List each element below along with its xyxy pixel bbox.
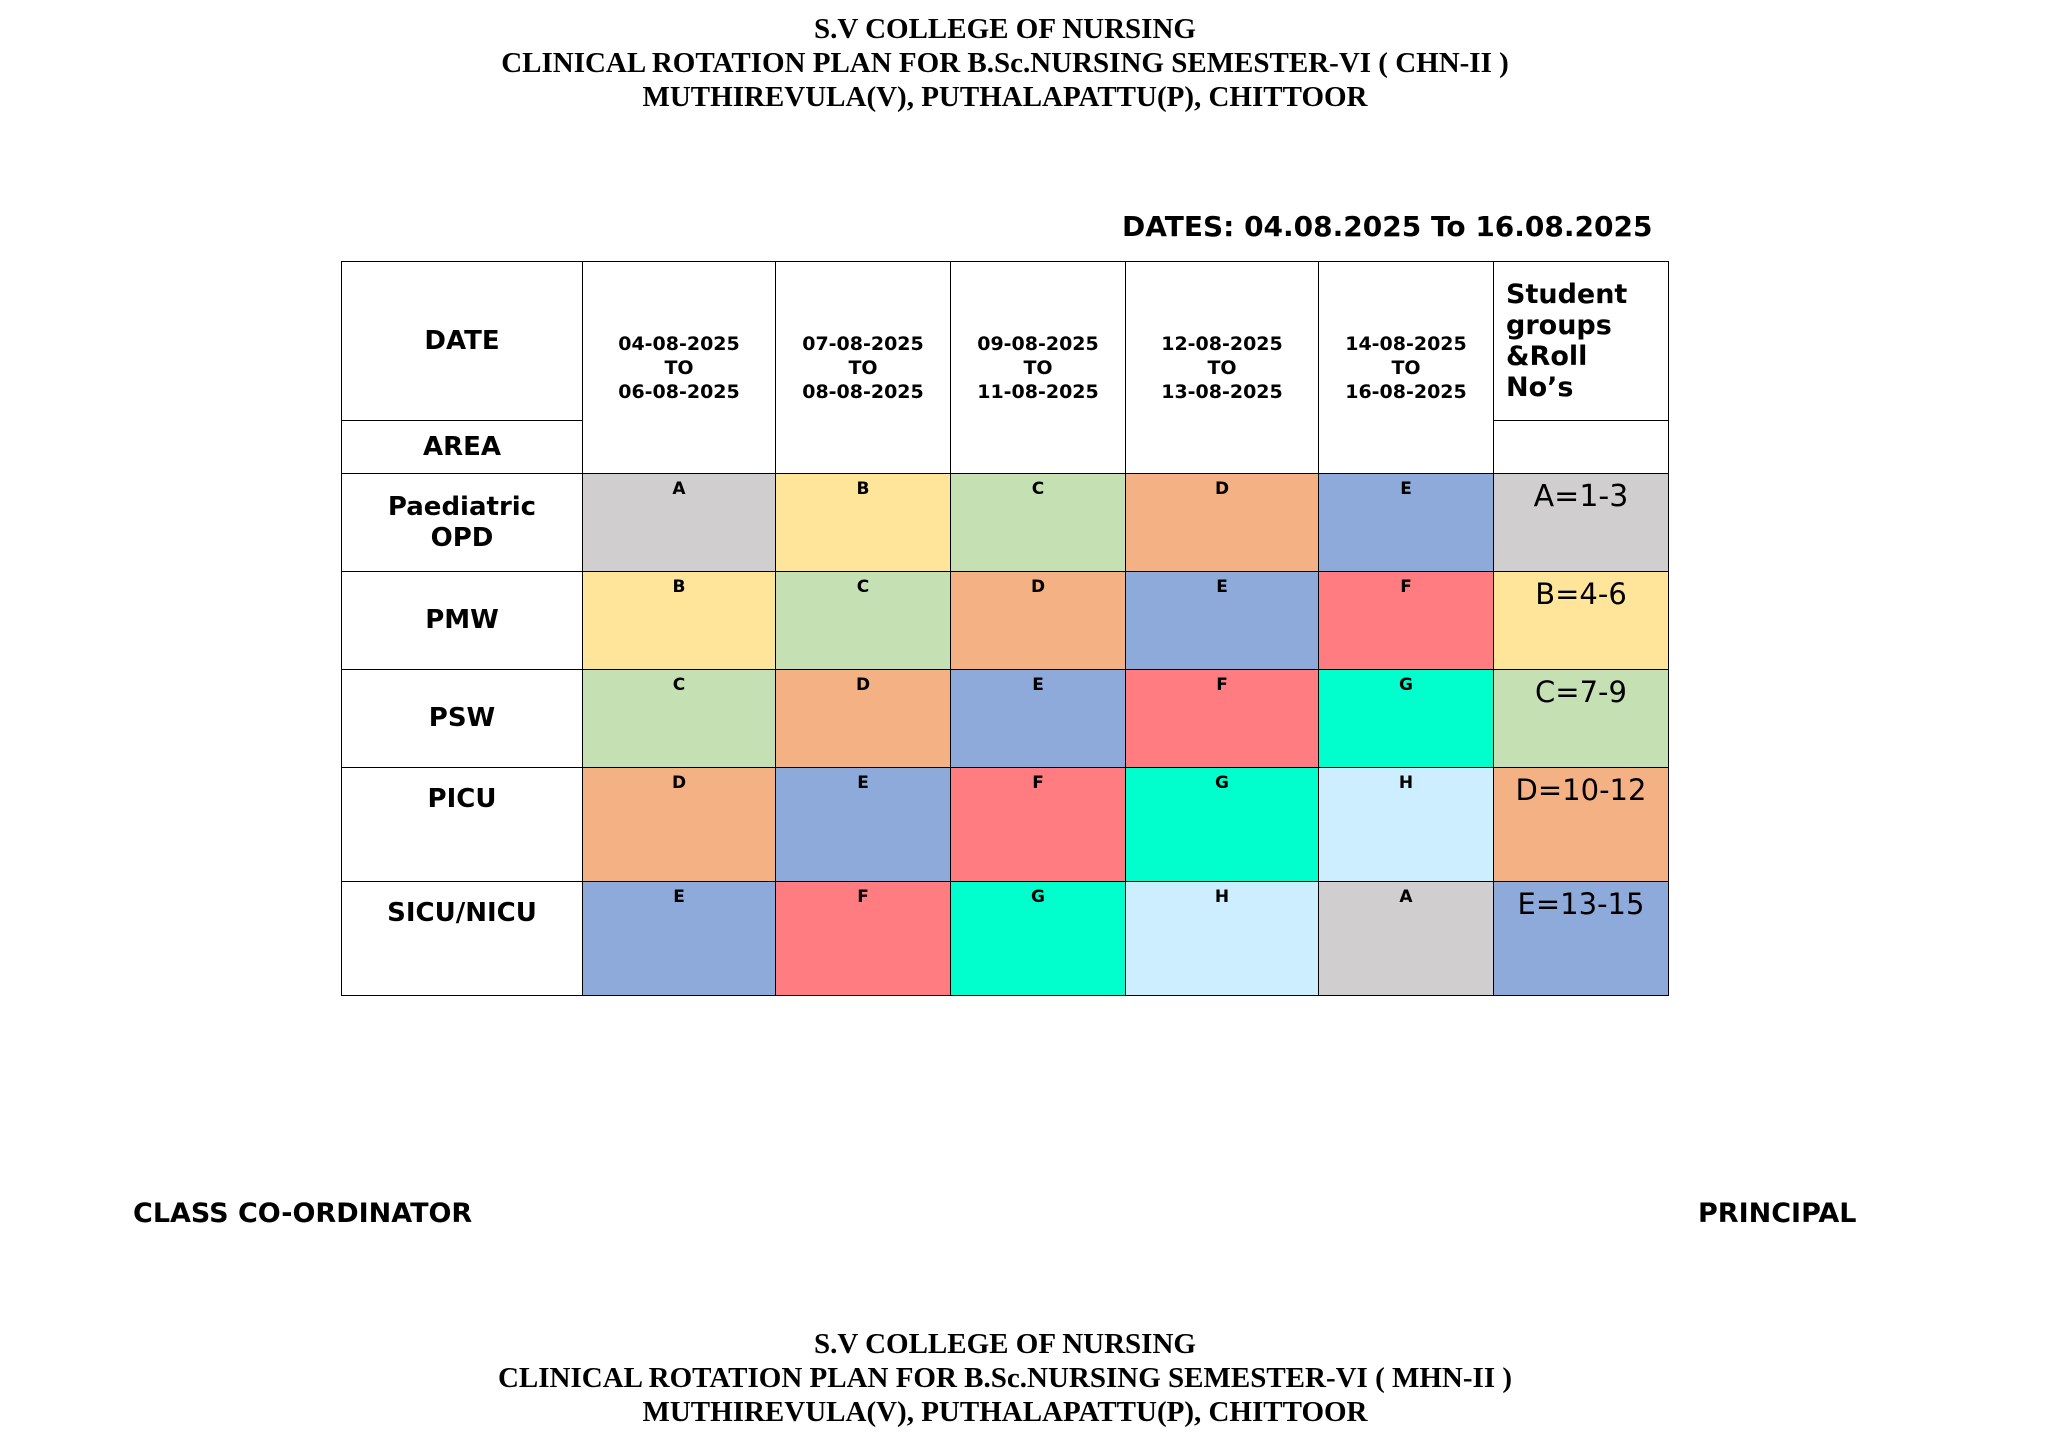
area-cell: [342, 670, 583, 768]
document-header-next: [0, 1327, 2010, 1429]
period-header: [583, 262, 776, 474]
students-header-line: &Roll: [1506, 341, 1588, 372]
area-name: PICU: [427, 784, 497, 814]
area-name: OPD: [430, 522, 494, 553]
class-coordinator-signature: CLASS CO-ORDINATOR: [133, 1198, 473, 1229]
table-row: [342, 882, 1669, 996]
area-name: PSW: [428, 703, 496, 733]
area-name: SICU/NICU: [387, 898, 537, 928]
group-cell: E: [583, 882, 776, 996]
period-to-word: TO: [1391, 356, 1421, 379]
group-cell: C: [776, 572, 951, 670]
period-to: 13-08-2025: [1161, 380, 1283, 403]
students-header-line: groups: [1506, 310, 1612, 341]
group-cell: G: [1319, 670, 1494, 768]
area-cell: [342, 768, 583, 882]
area-cell: [342, 882, 583, 996]
group-cell: B: [583, 572, 776, 670]
group-cell: G: [1126, 768, 1319, 882]
roll-cell: C=7-9: [1494, 670, 1669, 768]
period-to: 16-08-2025: [1345, 380, 1467, 403]
group-cell: E: [1126, 572, 1319, 670]
period-from: 14-08-2025: [1345, 332, 1467, 355]
students-header-line: Student: [1506, 279, 1628, 310]
group-cell: E: [776, 768, 951, 882]
rotation-table: [341, 261, 1669, 996]
area-cell: [342, 474, 583, 572]
group-cell: F: [1126, 670, 1319, 768]
college-address: MUTHIREVULA(V), PUTHALAPATTU(P), CHITTOOR: [642, 1396, 1368, 1428]
period-from: 12-08-2025: [1161, 332, 1283, 355]
college-name: S.V COLLEGE OF NURSING: [814, 13, 1196, 45]
document-header: [0, 12, 2010, 114]
period-to-word: TO: [848, 356, 878, 379]
college-name: S.V COLLEGE OF NURSING: [814, 1328, 1196, 1360]
period-from: 07-08-2025: [802, 332, 924, 355]
group-cell: D: [951, 572, 1126, 670]
group-cell: B: [776, 474, 951, 572]
group-cell: G: [951, 882, 1126, 996]
area-name: Paediatric: [387, 491, 537, 522]
students-header-blank: [1494, 421, 1669, 474]
group-cell: F: [1319, 572, 1494, 670]
period-from: 04-08-2025: [618, 332, 740, 355]
area-cell: [342, 572, 583, 670]
group-cell: C: [951, 474, 1126, 572]
roll-cell: A=1-3: [1494, 474, 1669, 572]
college-address: MUTHIREVULA(V), PUTHALAPATTU(P), CHITTOOR: [642, 81, 1368, 113]
period-to: 11-08-2025: [977, 380, 1099, 403]
period-to: 06-08-2025: [618, 380, 740, 403]
group-cell: F: [951, 768, 1126, 882]
period-to-word: TO: [664, 356, 694, 379]
area-header: AREA: [342, 421, 583, 474]
period-header: [1319, 262, 1494, 474]
dates-range: DATES: 04.08.2025 To 16.08.2025: [1122, 210, 1653, 243]
period-to-word: TO: [1023, 356, 1053, 379]
period-header: [951, 262, 1126, 474]
period-header: [776, 262, 951, 474]
group-cell: C: [583, 670, 776, 768]
plan-title: CLINICAL ROTATION PLAN FOR B.Sc.NURSING SEMESTER-VI ( CHN-II ): [501, 47, 1509, 79]
date-header: DATE: [342, 262, 583, 421]
group-cell: A: [583, 474, 776, 572]
group-cell: D: [583, 768, 776, 882]
roll-cell: E=13-15: [1494, 882, 1669, 996]
period-to-word: TO: [1207, 356, 1237, 379]
group-cell: F: [776, 882, 951, 996]
students-header: [1494, 262, 1669, 421]
group-cell: E: [1319, 474, 1494, 572]
group-cell: A: [1319, 882, 1494, 996]
group-cell: E: [951, 670, 1126, 768]
roll-cell: B=4-6: [1494, 572, 1669, 670]
table-row: [342, 474, 1669, 572]
group-cell: D: [776, 670, 951, 768]
plan-title: CLINICAL ROTATION PLAN FOR B.Sc.NURSING SEMESTER-VI ( MHN-II ): [497, 1362, 1513, 1394]
students-header-line: No’s: [1506, 372, 1574, 403]
table-row: [342, 768, 1669, 882]
principal-signature: PRINCIPAL: [1698, 1198, 1857, 1229]
group-cell: D: [1126, 474, 1319, 572]
group-cell: H: [1319, 768, 1494, 882]
table-row: [342, 670, 1669, 768]
area-name: PMW: [425, 605, 499, 635]
table-row: [342, 572, 1669, 670]
roll-cell: D=10-12: [1494, 768, 1669, 882]
period-from: 09-08-2025: [977, 332, 1099, 355]
period-header: [1126, 262, 1319, 474]
group-cell: H: [1126, 882, 1319, 996]
period-to: 08-08-2025: [802, 380, 924, 403]
